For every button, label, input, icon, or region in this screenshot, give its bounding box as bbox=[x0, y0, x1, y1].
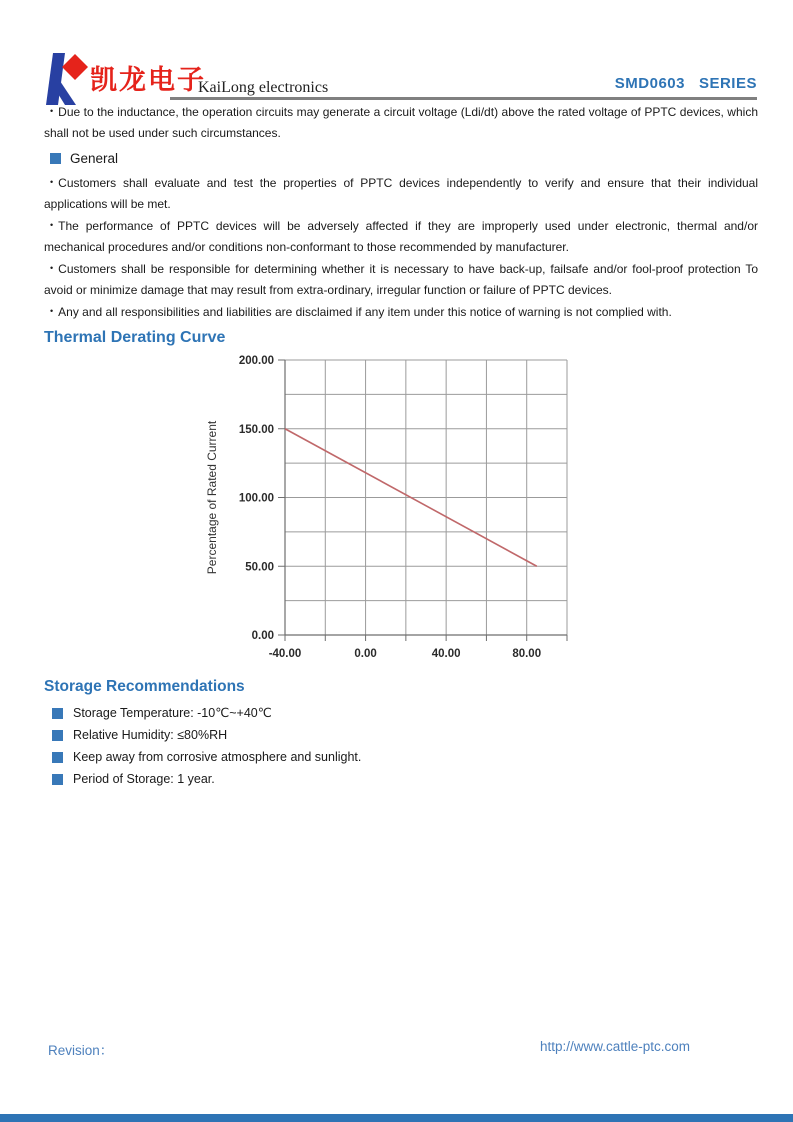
thermal-derating-chart bbox=[200, 342, 580, 664]
blue-square-icon bbox=[52, 752, 63, 763]
chart-svg bbox=[200, 342, 580, 664]
storage-item-text: Relative Humidity: ≤80%RH bbox=[73, 728, 228, 742]
x-tick-label: -40.00 bbox=[268, 648, 302, 660]
x-tick-label: 80.00 bbox=[512, 648, 542, 660]
storage-item-text: Keep away from corrosive atmosphere and sunlight. bbox=[73, 750, 362, 764]
bullet-dot-icon: • bbox=[50, 263, 54, 273]
bullet-dot-icon: • bbox=[50, 106, 54, 116]
thermal-derating-curve-heading: Thermal Derating Curve bbox=[44, 329, 226, 346]
notice-paragraph bbox=[44, 301, 758, 323]
storage-recommendations-heading: Storage Recommendations bbox=[44, 678, 245, 695]
notice-paragraph bbox=[44, 101, 758, 144]
storage-item bbox=[52, 728, 744, 742]
x-tick-label: 40.00 bbox=[431, 648, 461, 660]
notice-paragraph bbox=[44, 258, 758, 301]
notice-text: Customers shall be responsible for determining whether it is necessary to have back-up, failsafe and/or fool-proof protection To avoid or minimize damage that may result from extra-ordinary, irregular function or failure of PPTC devices. bbox=[44, 262, 758, 297]
footer-bar bbox=[0, 1114, 793, 1122]
y-tick-label: 200.00 bbox=[238, 355, 274, 367]
blue-square-icon bbox=[50, 153, 61, 164]
bullet-dot-icon: • bbox=[50, 220, 54, 230]
notice-text: Any and all responsibilities and liabilities are disclaimed if any item under this notice of warning is not complied with. bbox=[58, 305, 672, 319]
storage-item-text: Storage Temperature: -10℃~+40℃ bbox=[73, 706, 272, 720]
brand-name-chinese: 凯龙电子 bbox=[90, 65, 206, 96]
bullet-dot-icon: • bbox=[50, 177, 54, 187]
kailong-logo-icon bbox=[44, 52, 90, 106]
y-axis-title: Percentage of Rated Current bbox=[205, 420, 219, 575]
storage-item-text: Period of Storage: 1 year. bbox=[73, 772, 215, 786]
website-link[interactable]: http://www.cattle-ptc.com bbox=[540, 1039, 691, 1054]
brand-name-english: KaiLong electronics bbox=[198, 79, 329, 96]
header-rule bbox=[170, 97, 757, 100]
general-heading-label: General bbox=[70, 151, 119, 166]
x-tick-label: 0.00 bbox=[354, 648, 377, 660]
bullet-dot-icon: • bbox=[50, 306, 54, 316]
notice-text: Due to the inductance, the operation circuits may generate a circuit voltage (Ldi/dt) above the rated voltage of PPTC devices, which shall not be used under such circumstances. bbox=[44, 105, 758, 140]
y-tick-label: 100.00 bbox=[238, 492, 274, 505]
y-tick-label: 0.00 bbox=[251, 630, 274, 642]
blue-square-icon bbox=[52, 730, 63, 741]
notice-text: Customers shall evaluate and test the properties of PPTC devices independently to verify and ensure that their individual applications will be met. bbox=[44, 176, 758, 211]
storage-item bbox=[52, 750, 744, 764]
series-title: SMD0603 SERIES bbox=[614, 75, 757, 92]
notice-paragraph bbox=[44, 215, 758, 258]
blue-square-icon bbox=[52, 774, 63, 785]
blue-square-icon bbox=[52, 708, 63, 719]
notice-paragraph bbox=[44, 172, 758, 215]
storage-section bbox=[44, 678, 744, 794]
notice-section bbox=[44, 101, 758, 348]
y-tick-label: 50.00 bbox=[245, 561, 274, 574]
notice-text: The performance of PPTC devices will be adversely affected if they are improperly used under electronic, thermal and/or mechanical procedures and/or conditions non-conformant to those recommended by manufacturer. bbox=[44, 219, 758, 254]
general-heading bbox=[50, 148, 758, 169]
y-tick-label: 150.00 bbox=[238, 423, 274, 436]
storage-item bbox=[52, 772, 744, 786]
revision-label: Revision： bbox=[48, 1043, 114, 1058]
storage-item bbox=[52, 706, 744, 720]
